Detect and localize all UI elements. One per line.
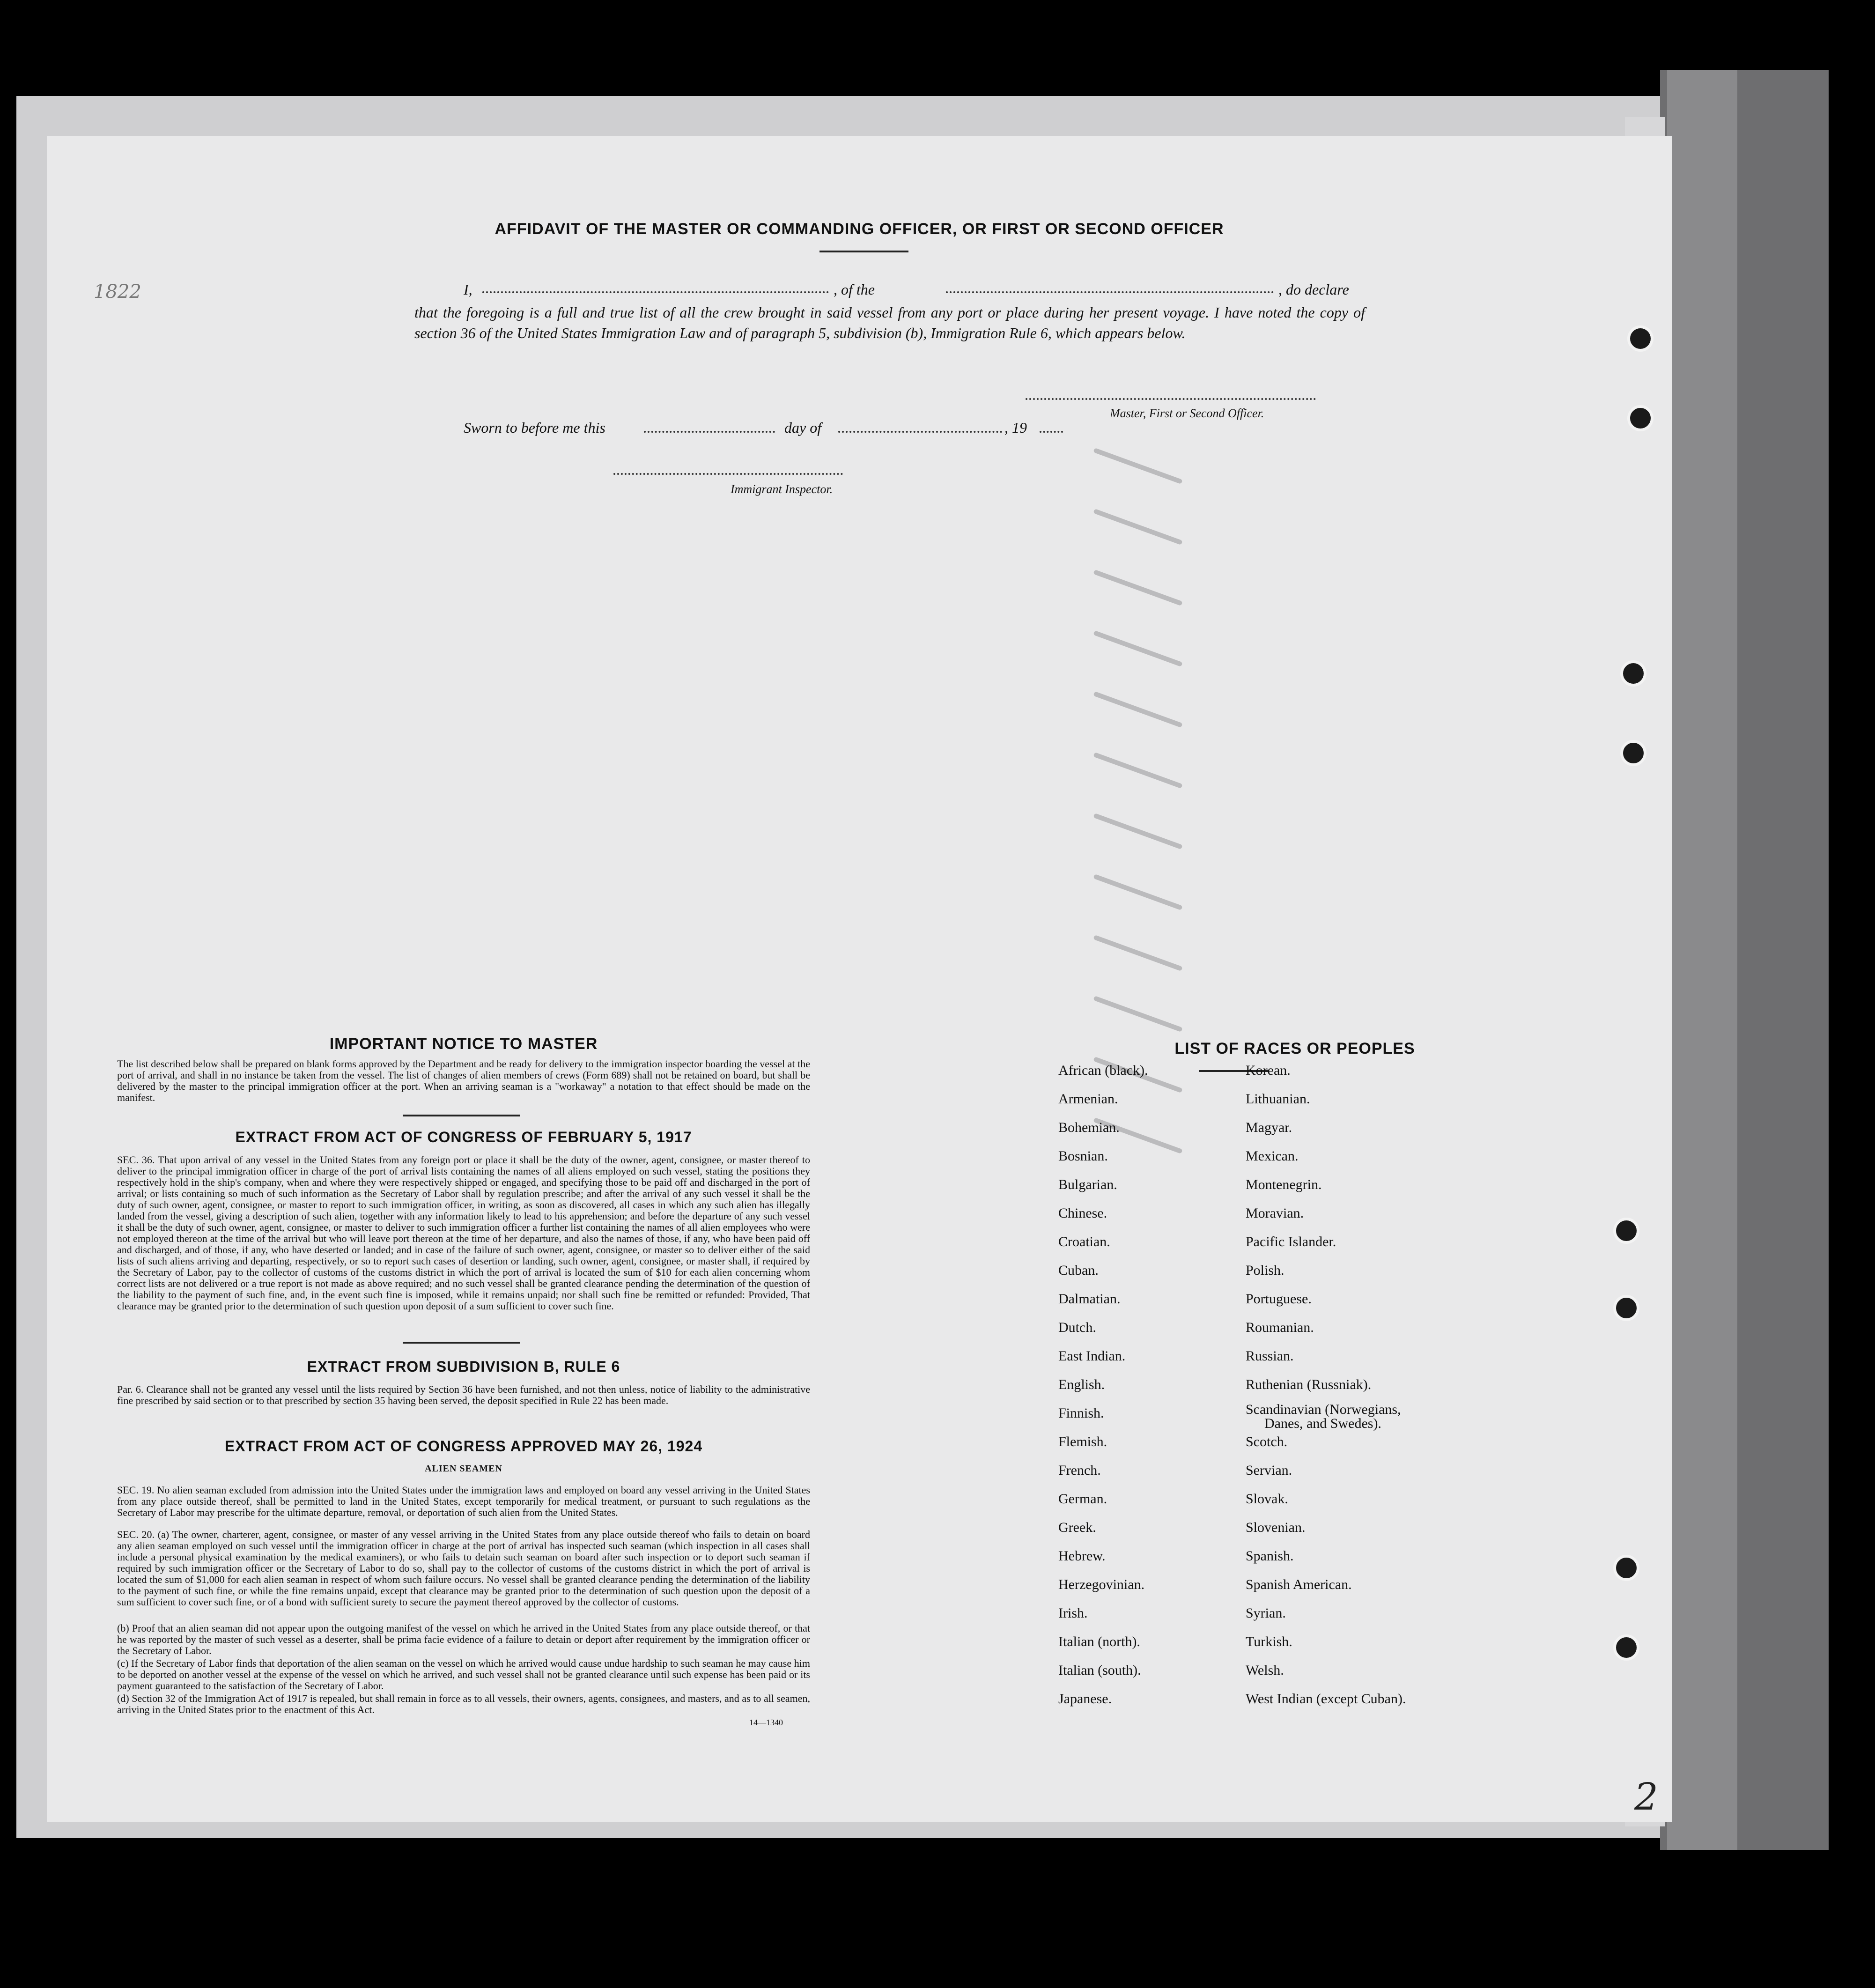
race-item: Spanish. <box>1246 1548 1294 1564</box>
race-item: Slovenian. <box>1246 1520 1306 1535</box>
bleed-mark <box>1093 752 1182 789</box>
race-item: Danes, and Swedes). <box>1264 1416 1381 1431</box>
race-item: French. <box>1058 1463 1101 1478</box>
race-item: English. <box>1058 1377 1105 1392</box>
affidavit-body: that the foregoing is a full and true list of all the crew brought in said vessel from any port or place during her present voyage. I have noted the copy of section 36 of the United States Immigration Law and of paragraph 5, subdivision (b), Immigration Rule 6, which appears below. <box>414 304 1365 341</box>
sworn-day-line <box>644 431 775 433</box>
race-item: Magyar. <box>1246 1120 1292 1135</box>
binder-hole <box>1627 325 1654 352</box>
binder-hole <box>1613 1634 1639 1661</box>
race-item: Croatian. <box>1058 1234 1110 1249</box>
race-item: Dutch. <box>1058 1320 1096 1335</box>
race-item: Syrian. <box>1246 1605 1286 1621</box>
race-item: Pacific Islander. <box>1246 1234 1336 1249</box>
race-item: East Indian. <box>1058 1348 1126 1364</box>
year-label: , 19 <box>1004 419 1027 436</box>
race-item: Finnish. <box>1058 1405 1104 1421</box>
rule6-text: Par. 6. Clearance shall not be granted any vessel until the lists required by Section 36 have been furnished, and not then unless, notice of liability to the administrative fine prescribed by said section or to that prescribed by section 35 having been served, the deposit specified in Rule 22 has been made. <box>117 1383 810 1406</box>
race-item: Welsh. <box>1246 1663 1284 1678</box>
race-item: Turkish. <box>1246 1634 1292 1649</box>
race-item: Armenian. <box>1058 1091 1118 1107</box>
bleed-mark <box>1093 996 1182 1032</box>
race-item: Flemish. <box>1058 1434 1107 1449</box>
race-item: Chinese. <box>1058 1205 1107 1221</box>
race-item: Scandinavian (Norwegians, <box>1246 1402 1401 1417</box>
race-item: Moravian. <box>1246 1205 1304 1221</box>
margin-handwriting: 1822 <box>94 281 141 303</box>
binder-hole <box>1613 1295 1639 1321</box>
race-item: Scotch. <box>1246 1434 1288 1449</box>
affidavit-of: , of the <box>834 281 875 298</box>
race-item: Bohemian. <box>1058 1120 1120 1135</box>
inspector-signature-label: Immigrant Inspector. <box>731 482 833 496</box>
race-item: Italian (north). <box>1058 1634 1140 1649</box>
race-item: Portuguese. <box>1246 1291 1312 1307</box>
race-item: Roumanian. <box>1246 1320 1314 1335</box>
bleed-mark <box>1093 630 1182 667</box>
race-item: Bulgarian. <box>1058 1177 1117 1192</box>
binder-hole <box>1620 740 1646 766</box>
extract1924-subtitle: ALIEN SEAMEN <box>425 1463 502 1474</box>
race-item: Ruthenian (Russniak). <box>1246 1377 1372 1392</box>
bleed-mark <box>1093 935 1182 971</box>
races-left-column <box>1058 1056 1148 1713</box>
race-item: Russian. <box>1246 1348 1294 1364</box>
race-item: Japanese. <box>1058 1691 1112 1707</box>
master-signature-label: Master, First or Second Officer. <box>1110 406 1264 420</box>
notice-text: The list described below shall be prepared on blank forms approved by the Department and be ready for delivery to the immigration inspector boarding the vessel at the port of arrival, and shall in no instance be taken from the vessel. The list of changes of alien members of crews (Form 689) shall not be retained on board, but shall be delivered by the master to the principal immigration officer at the port. When an arriving seaman is a "workaway" a notation to that effect should be made on the manifest. <box>117 1058 810 1103</box>
race-item: Servian. <box>1246 1463 1292 1478</box>
rule6-title: EXTRACT FROM SUBDIVISION B, RULE 6 <box>307 1358 620 1375</box>
race-item: Cuban. <box>1058 1263 1099 1278</box>
extract1924-sec19: SEC. 19. No alien seaman excluded from admission into the United States under the immigration laws and employed on board any vessel arriving in the United States from any place outside thereof, shall be permitted to land in the United States, except temporarily for medical treatment, or pursuant to such regulations as the Secretary of Labor may prescribe for the ultimate departure, removal, or deportation of such alien from the United States. <box>117 1484 810 1518</box>
name-line <box>482 291 829 293</box>
race-item: West Indian (except Cuban). <box>1246 1691 1406 1707</box>
bleed-mark <box>1093 509 1182 545</box>
sworn-label: Sworn to before me this <box>464 419 605 436</box>
race-item: Mexican. <box>1246 1148 1299 1164</box>
race-item: African (black). <box>1058 1063 1148 1078</box>
affidavit-i: I, <box>464 281 472 298</box>
race-item: Spanish American. <box>1246 1577 1352 1592</box>
master-signature-line <box>1026 398 1316 400</box>
race-item: Montenegrin. <box>1246 1177 1322 1192</box>
extract1924-sec20d: (d) Section 32 of the Immigration Act of 1917 is repealed, but shall remain in force as to all vessels, their owners, agents, consignees, and masters, and as to all seamen, arriving in the United States prior to the enactment of this Act. <box>117 1692 810 1715</box>
extract1917-title: EXTRACT FROM ACT OF CONGRESS OF FEBRUARY 5, 1917 <box>235 1129 692 1146</box>
document-page <box>47 136 1672 1822</box>
race-item: Bosnian. <box>1058 1148 1108 1164</box>
race-item: Herzegovinian. <box>1058 1577 1145 1592</box>
binder-hole <box>1613 1218 1639 1244</box>
corner-handwriting: 2 <box>1634 1775 1658 1818</box>
race-item: Slovak. <box>1246 1491 1288 1507</box>
race-item: German. <box>1058 1491 1107 1507</box>
title-rule <box>819 251 908 252</box>
notice-title: IMPORTANT NOTICE TO MASTER <box>329 1035 598 1053</box>
races-title: LIST OF RACES OR PEOPLES <box>1174 1040 1415 1057</box>
race-item: Lithuanian. <box>1246 1091 1310 1107</box>
binder-hole <box>1620 660 1646 687</box>
extract1917-text: SEC. 36. That upon arrival of any vessel in the United States from any foreign port or place it shall be the duty of the owner, agent, consignee, or master thereof to deliver to the principal immigration officer in charge of the port of arrival lists containing the names of all aliens employed on such vessel, stating the positions they respectively hold in the ship's company, when and where they were respectively shipped or engaged, and specifying those to be paid off and discharged in the port of arrival; or lists containing so much of such information as the Secretary of Labor shall by regulation prescribe; and after the arrival of any such vessel it shall be the duty of such owner, agent, consignee, or master to report to such immigration officer, in writing, as soon as discovered, all cases in which any such alien has illegally landed from the vessel, giving a description of such alien, together with any information likely to lead to his apprehension; and before the departure of any such vessel it shall be the duty of such owner, agent, consignee, or master to deliver to such immigration officer a further list containing the names of all alien employees who were not employed thereon at the time of the arrival but who will leave port thereon at the time of her departure, and also the names of those, if any, who have been paid off and discharged, and of those, if any, who have deserted or landed; and in case of the failure of such owner, agent, consignee, or master so to deliver either of the said lists of such aliens arriving and departing, respectively, or so to report such cases of desertion or landing, such owner, agent, consignee, or master shall, if required by the Secretary of Labor, pay to the collector of customs of the customs district in which the port of arrival is located the sum of $10 for each alien concerning whom correct lists are not delivered or a true report is not made as above required; and no such vessel shall be granted clearance pending the determination of the question of the liability to the payment of such fine, and, in the event such fine is imposed, while it remains unpaid; nor shall such fine be remitted or refunded: Provided, That clearance may be granted prior to the determination of such question upon deposit of a sum sufficient to cover such fine. <box>117 1154 810 1312</box>
race-item: Korean. <box>1246 1063 1291 1078</box>
notice-rule <box>403 1115 520 1116</box>
extract1924-sec20c: (c) If the Secretary of Labor finds that deportation of the alien seaman on the vessel on which he arrived would cause undue hardship to such seaman he may cause him to be deported on another vessel at the expense of the vessel on which he arrived, and such vessel shall not be granted clearance until such expense has been paid or its payment guaranteed to the satisfaction of the Secretary of Labor. <box>117 1657 810 1692</box>
extract1924-sec20a: SEC. 20. (a) The owner, charterer, agent, consignee, or master of any vessel arriving in the United States from any place outside thereof who fails to detain on board any alien seaman employed on such vessel until the immigration officer in charge at the port of arrival has inspected such seaman (which inspection in all cases shall include a personal physical examination by the medical examiners), or who fails to detain such seaman on board after such inspection or to deport such seaman if required by such immigration officer or the Secretary of Labor to do so, shall pay to the collector of customs of the customs district in which the port of arrival is located the sum of $1,000 for each alien seaman in respect of whom such failure occurs. No vessel shall be granted clearance pending the determination of the liability to the payment of such fine, or while the fine remains unpaid, except that clearance may be granted prior to the determination of such question upon the deposit of a sum sufficient to cover such fine, or of a bond with sufficient surety to secure the payment thereof approved by the collector of customs. <box>117 1529 810 1608</box>
year-line <box>1040 431 1063 433</box>
background-strip-light <box>1667 70 1737 1850</box>
bleed-mark <box>1093 874 1182 910</box>
affidavit-declare: , do declare <box>1278 281 1349 298</box>
bleed-mark <box>1093 813 1182 850</box>
race-item: Hebrew. <box>1058 1548 1106 1564</box>
race-item: Irish. <box>1058 1605 1088 1621</box>
day-of-label: day of <box>784 419 822 436</box>
month-line <box>838 431 1002 433</box>
race-item: Dalmatian. <box>1058 1291 1121 1307</box>
bleed-mark <box>1093 691 1182 728</box>
vessel-line <box>946 291 1274 293</box>
extract1924-title: EXTRACT FROM ACT OF CONGRESS APPROVED MAY 26, 1924 <box>224 1438 703 1455</box>
races-right-column <box>1246 1056 1406 1713</box>
extract1924-sec20b: (b) Proof that an alien seaman did not appear upon the outgoing manifest of the vessel on which he arrived in the United States from any place outside thereof, or that he was reported by the master of such vessel as a deserter, shall be prima facie evidence of a failure to detain or deport after requirement by the immigration officer or the Secretary of Labor. <box>117 1622 810 1656</box>
race-item: Polish. <box>1246 1263 1284 1278</box>
race-item: Italian (south). <box>1058 1663 1141 1678</box>
form-number: 14—1340 <box>749 1718 783 1727</box>
binder-hole <box>1613 1555 1639 1581</box>
affidavit-title: AFFIDAVIT OF THE MASTER OR COMMANDING OFFICER, OR FIRST OR SECOND OFFICER <box>495 220 1224 238</box>
bleed-mark <box>1093 448 1182 484</box>
inspector-signature-line <box>613 473 843 475</box>
binder-hole <box>1627 405 1654 431</box>
bleed-mark <box>1093 569 1182 606</box>
extract1917-rule <box>403 1342 520 1344</box>
race-item: Greek. <box>1058 1520 1096 1535</box>
